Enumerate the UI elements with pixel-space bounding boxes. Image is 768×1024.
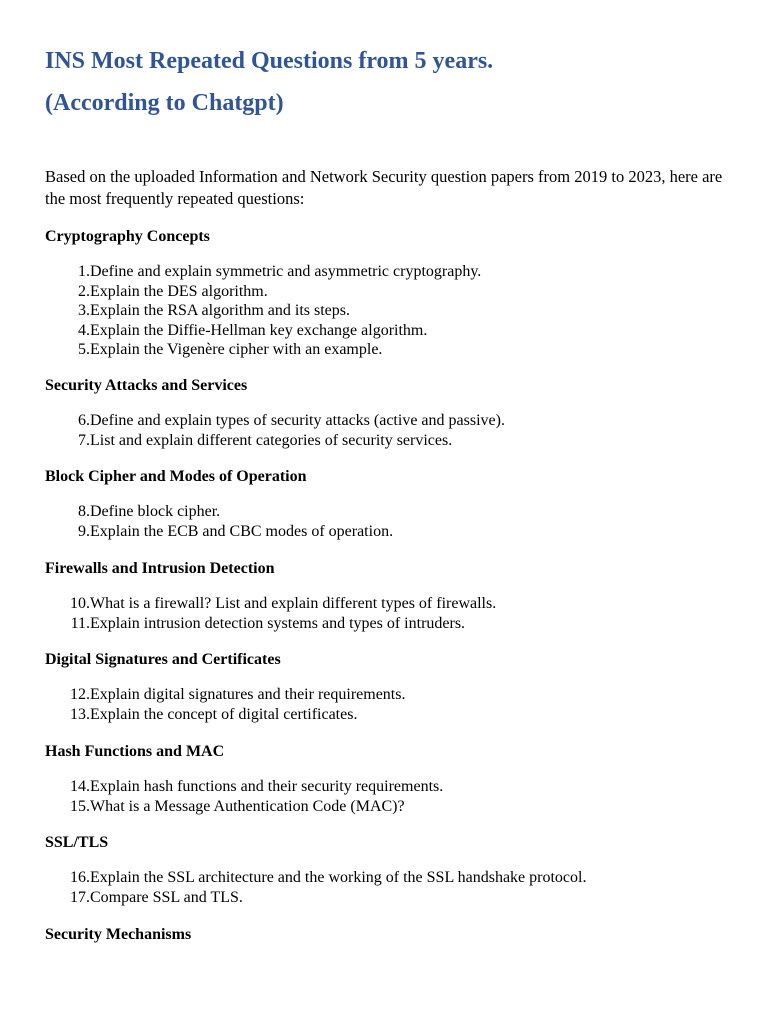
document-title: INS Most Repeated Questions from 5 years. [45,48,494,74]
item-number: 3. [78,302,90,319]
list-item [45,594,735,614]
item-number: 16. [70,869,90,886]
item-number: 5. [78,341,90,358]
question-list [45,262,735,360]
item-text: What is a firewall? List and explain different types of firewalls. [90,595,497,612]
item-text: Explain the concept of digital certificates. [90,705,358,723]
section-heading: Digital Signatures and Certificates [45,651,281,668]
item-text: Explain the SSL architecture and the working of the SSL handshake protocol. [90,869,587,886]
item-number: 14. [70,778,90,795]
section-security-mechanisms [45,925,735,945]
intro-paragraph: Based on the uploaded Information and Network Security question papers from 2019 to 2023, here are the most frequently repeated questions: [45,167,723,208]
list-item [45,431,735,451]
section-heading: Firewalls and Intrusion Detection [45,560,275,577]
list-item [45,888,735,908]
question-list [45,502,735,541]
section-block-cipher [45,467,735,541]
item-number: 7. [78,431,90,449]
question-list [45,868,735,907]
item-text: Explain hash functions and their security requirements. [90,778,444,795]
section-heading: Security Attacks and Services [45,377,248,394]
document-subtitle: (According to Chatgpt) [45,90,284,116]
item-text: Explain the Vigenère cipher with an example. [90,341,383,358]
item-number: 8. [78,503,90,520]
list-item [45,282,735,302]
item-text: Explain the ECB and CBC modes of operation. [90,522,394,540]
item-text: Explain digital signatures and their requirements. [90,686,406,703]
list-item [45,777,735,797]
section-heading: SSL/TLS [45,834,109,851]
item-number: 1. [78,263,90,280]
item-number: 4. [78,321,90,339]
item-text: Define and explain symmetric and asymmetric cryptography. [90,263,482,280]
list-item [45,301,735,321]
section-heading: Cryptography Concepts [45,228,210,245]
item-text: What is a Message Authentication Code (MAC)? [90,797,405,815]
item-text: Explain the Diffie-Hellman key exchange algorithm. [90,321,428,339]
section-heading: Hash Functions and MAC [45,743,225,760]
item-text: Explain the DES algorithm. [90,282,268,300]
item-number: 15. [70,797,90,815]
section-heading: Security Mechanisms [45,926,192,943]
question-list [45,777,735,816]
list-item [45,321,735,341]
item-text: Explain the RSA algorithm and its steps. [90,302,350,319]
item-text: Define block cipher. [90,503,221,520]
list-item [45,705,735,725]
item-number: 11. [70,614,90,632]
question-list [45,594,735,633]
item-number: 9. [78,522,90,540]
item-number: 12. [70,686,90,703]
section-hash-functions [45,742,735,816]
item-number: 2. [78,282,90,300]
section-ssl-tls [45,833,735,907]
list-item [45,411,735,431]
list-item [45,340,735,360]
item-number: 10. [70,595,90,612]
item-number: 13. [70,705,90,723]
list-item [45,262,735,282]
list-item [45,685,735,705]
item-text: Explain intrusion detection systems and types of intruders. [90,614,466,632]
list-item [45,797,735,817]
question-list [45,411,735,450]
item-text: Define and explain types of security attacks (active and passive). [90,412,505,429]
item-text: List and explain different categories of security services. [90,431,453,449]
item-text: Compare SSL and TLS. [90,888,243,906]
list-item [45,522,735,542]
section-cryptography-concepts [45,227,735,360]
item-number: 17. [70,888,90,906]
list-item [45,868,735,888]
section-digital-signatures [45,650,735,724]
section-security-attacks [45,376,735,450]
list-item [45,614,735,634]
section-firewalls [45,559,735,633]
item-number: 6. [78,412,90,429]
section-heading: Block Cipher and Modes of Operation [45,468,307,485]
list-item [45,502,735,522]
question-list [45,685,735,724]
